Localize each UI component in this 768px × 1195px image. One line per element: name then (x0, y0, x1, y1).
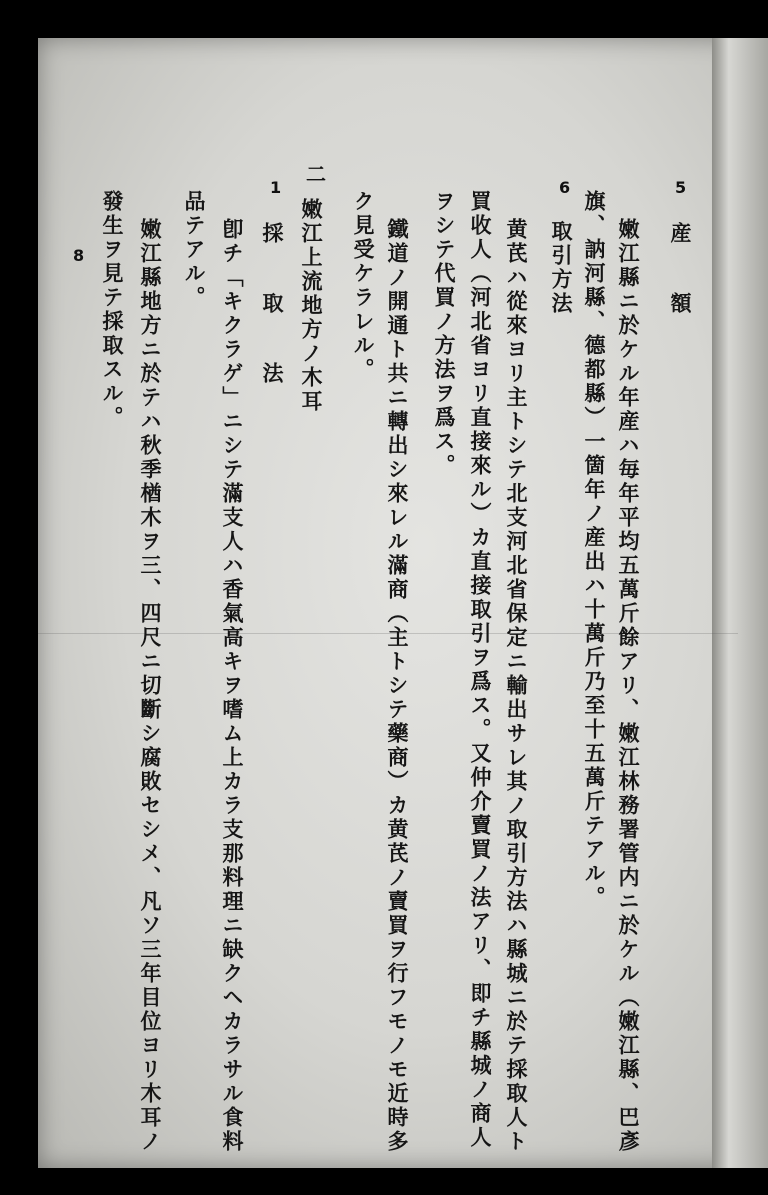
section-6-line-1: 黄芪ハ從來ヨリ主トシテ北支河北省保定ニ輸出サレ其ノ取引方法ハ縣城ニ於テ採取人ト (504, 218, 529, 1154)
section-6-line-2: 買收人（河北省ヨリ直接來ル）カ直接取引ヲ爲ス。又仲介賣買ノ法アリ、即チ縣城ノ商人 (468, 190, 493, 1150)
section-6-line-4: 鐵道ノ開通ト共ニ轉出シ來レル滿商（主トシテ藥商）カ黄芪ノ賣買ヲ行フモノモ近時多 (385, 218, 410, 1154)
section-6-line-3: ヲシテ代買ノ方法ヲ爲ス。 (432, 190, 457, 478)
section-6-number: 6 (559, 178, 571, 197)
section-1-title: 採 取 法 (260, 222, 285, 395)
section-5-line-1: 嫩江縣ニ於ケル年産ハ毎年平均五萬斤餘アリ、嫩江林務署管内ニ於ケル（嫩江縣、巴彥 (616, 218, 641, 1154)
page-edge (712, 38, 768, 1168)
section-6-line-5: ク見受ケラレル。 (351, 190, 376, 382)
section-5-title: 産 額 (668, 222, 693, 325)
section-6-title: 取引方法 (549, 220, 574, 316)
section-1-line-4: 發生ヲ見テ採取スル。 (100, 190, 125, 430)
section-1-number: 1 (270, 178, 282, 197)
section-2-number: 二 (306, 162, 326, 186)
page-number: 8 (73, 246, 85, 265)
section-1-line-2: 品テアル。 (182, 190, 207, 310)
section-1-line-1: 卽チ「キクラゲ」ニシテ滿支人ハ香氣高キヲ嗜ム上カラ支那料理ニ缺クヘカラサル食料 (220, 218, 245, 1154)
section-2-title: 嫩江上流地方ノ木耳 (299, 198, 324, 414)
section-5-line-2: 旗、訥河縣、德都縣）一箇年ノ産出ハ十萬斤乃至十五萬斤テアル。 (582, 190, 607, 910)
section-5-number: 5 (675, 178, 687, 197)
section-1-line-3: 嫩江縣地方ニ於テハ秋季楢木ヲ三、四尺ニ切斷シ腐敗セシメ、凡ソ三年目位ヨリ木耳ノ (138, 218, 163, 1154)
